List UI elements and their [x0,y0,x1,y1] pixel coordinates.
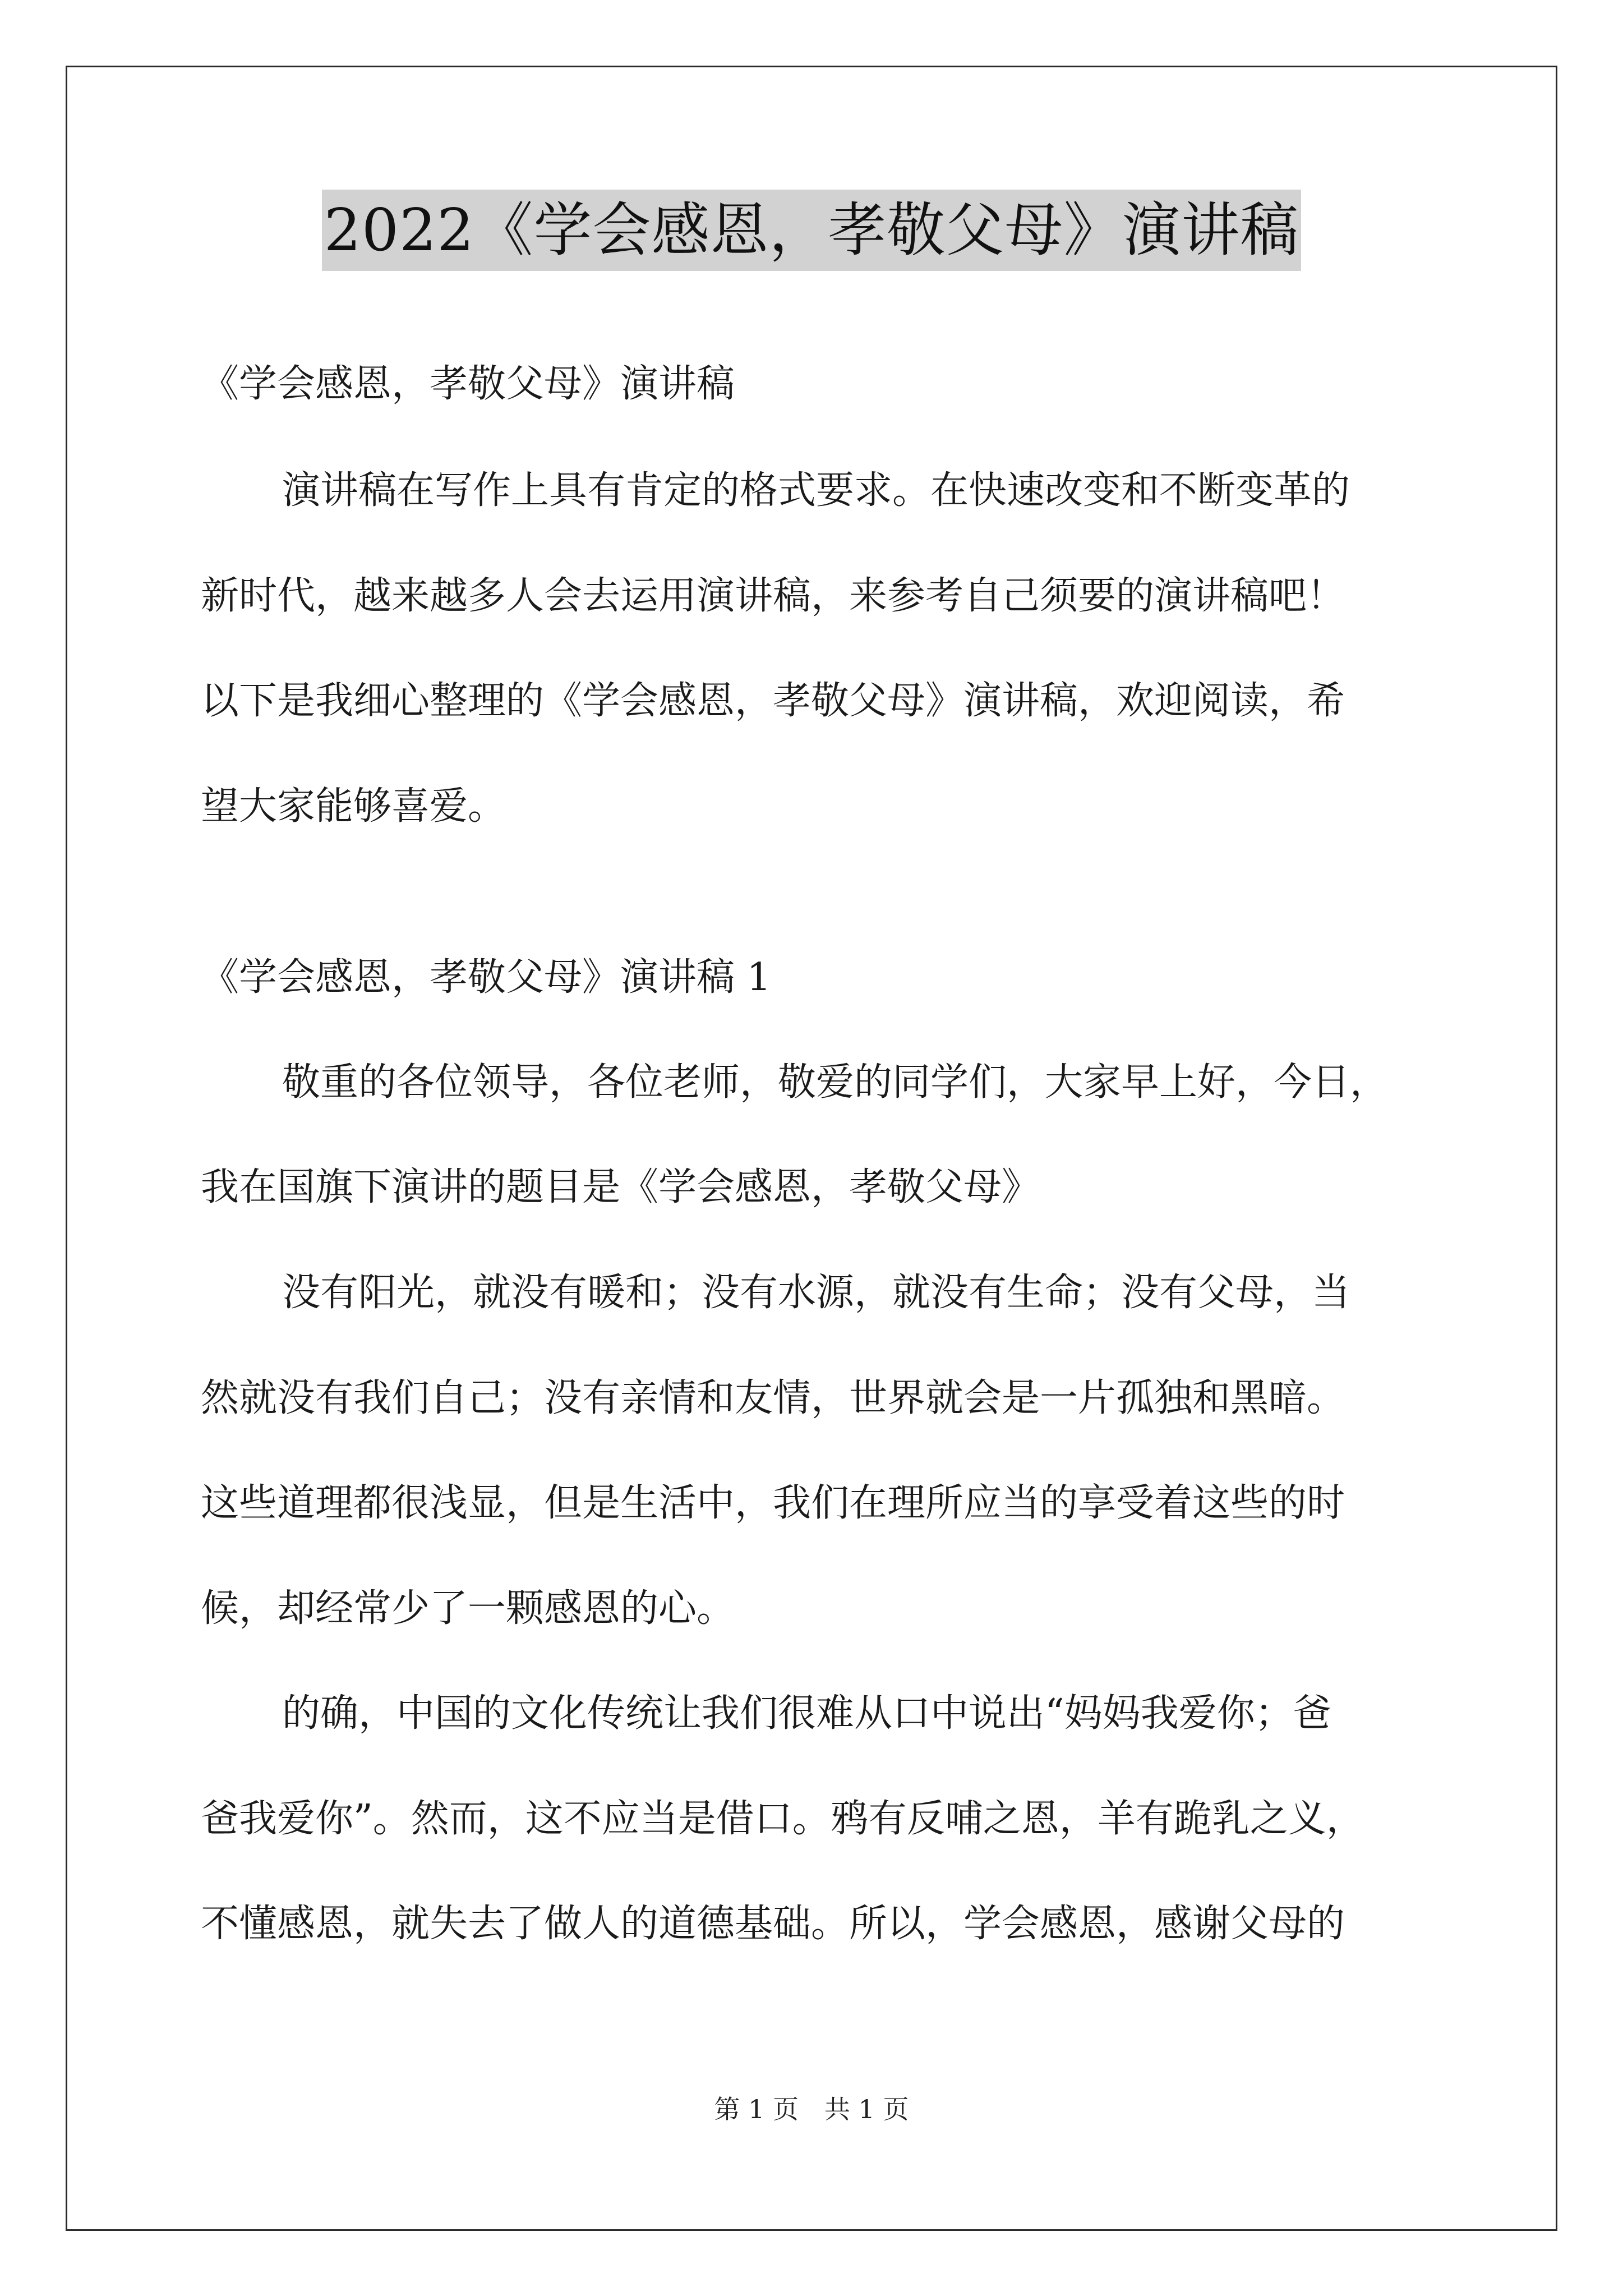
paragraph-line: 的确，中国的文化传统让我们很难从口中说出“妈妈我爱你；爸 [282,1691,1331,1736]
paragraph-line: 我在国旗下演讲的题目是《学会感恩，孝敬父母》 [201,1165,1040,1209]
paragraph-line: 候，却经常少了一颗感恩的心。 [201,1586,735,1631]
paragraph-line: 爸我爱你”。然而，这不应当是借口。鸦有反哺之恩，羊有跪乳之义， [201,1797,1364,1841]
intro-line: 望大家能够喜爱。 [201,784,506,829]
page-footer [0,2092,1623,2126]
intro-line: 以下是我细心整理的《学会感恩，孝敬父母》演讲稿，欢迎阅读，希 [201,679,1345,723]
subtitle: 《学会感恩，孝敬父母》演讲稿 [201,362,735,406]
paragraph-line: 没有阳光，就没有暖和；没有水源，就没有生命；没有父母，当 [282,1271,1350,1315]
paragraph-line: 不懂感恩，就失去了做人的道德基础。所以，学会感恩，感谢父母的 [201,1902,1345,1946]
document-title: 2022《学会感恩，孝敬父母》演讲稿 [322,190,1302,271]
section-heading: 《学会感恩，孝敬父母》演讲稿 1 [201,955,771,1000]
paragraph-line: 然就没有我们自己；没有亲情和友情，世界就会是一片孤独和黑暗。 [201,1376,1345,1420]
intro-line: 新时代，越来越多人会去运用演讲稿，来参考自己须要的演讲稿吧！ [201,574,1345,618]
intro-line: 演讲稿在写作上具有肯定的格式要求。在快速改变和不断变革的 [282,468,1350,513]
page-number: 第 1 页 共 1 页 [714,2094,909,2124]
paragraph-line: 这些道理都很浅显，但是生活中，我们在理所应当的享受着这些的时 [201,1481,1345,1525]
title-container [0,190,1623,271]
paragraph-line: 敬重的各位领导，各位老师，敬爱的同学们，大家早上好，今日， [282,1060,1389,1105]
